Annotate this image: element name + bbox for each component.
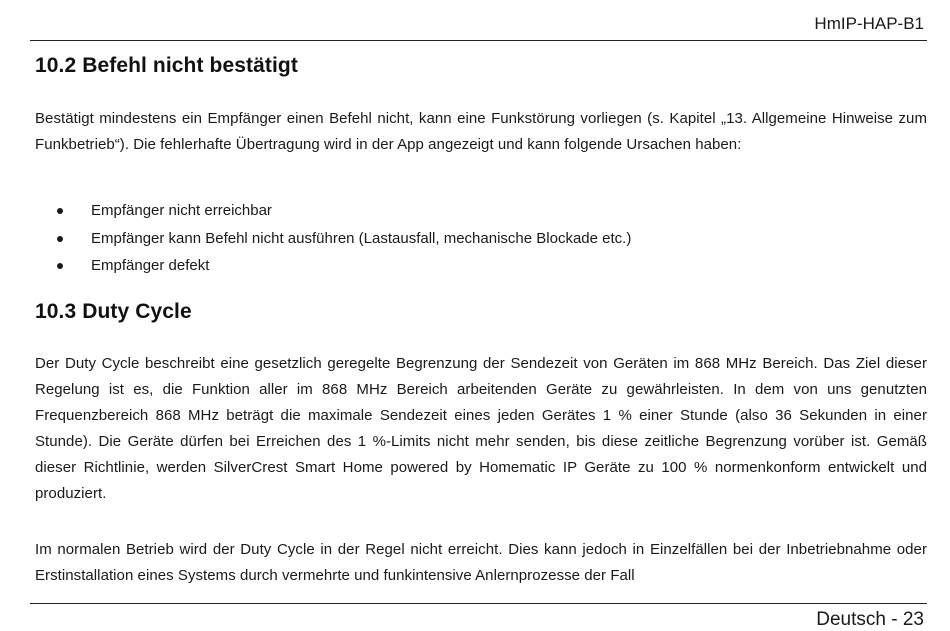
bullet-icon	[57, 263, 63, 269]
section-title-10-2: 10.2 Befehl nicht bestätigt	[35, 54, 298, 77]
section-10-3-paragraph-1: Der Duty Cycle beschreibt eine gesetzlich geregelte Begrenzung der Sendezeit von Geräten im 868 MHz Bereich. Das Ziel dieser Regelung ist es, die Funktion aller im 868 MHz Bereich arbeitenden Geräte zu gewährleisten. In dem von uns genutzten Frequenzbereich 868 MHz beträgt die maximale Sendezeit eines jeden Gerätes 1 % einer Stunde (also 36 Sekunden in einer Stunde). Die Geräte dürfen bei Erreichen des 1 %-Limits nicht mehr senden, bis diese zeitliche Begrenzung vorüber ist. Gemäß dieser Richtlinie, werden SilverCrest Smart Home powered by Homematic IP Geräte zu 100 % normenkonform entwickelt und produziert.	[35, 355, 927, 502]
list-item	[35, 197, 927, 225]
list-item-text: Empfänger nicht erreichbar	[91, 202, 272, 219]
page-footer-number: Deutsch - 23	[816, 609, 924, 630]
bullet-icon	[57, 236, 63, 242]
list-item-text: Empfänger defekt	[91, 257, 210, 274]
cause-list	[35, 197, 927, 280]
section-10-3-paragraph-2: Im normalen Betrieb wird der Duty Cycle in der Regel nicht erreicht. Dies kann jedoch in Einzelfällen bei der Inbetriebnahme oder Erstinstallation eines Systems durch vermehrte und funkintensive Anlernprozesse der Fall	[35, 541, 927, 584]
section-10-2-intro: Bestätigt mindestens ein Empfänger einen Befehl nicht, kann eine Funkstörung vorliegen (s. Kapitel „13. Allgemeine Hinweise zum Funkbetrieb“). Die fehlerhafte Übertragung wird in der App angezeigt und kann folgende Ursachen haben:	[35, 110, 927, 153]
section-title-10-3: 10.3 Duty Cycle	[35, 300, 192, 323]
list-item-text: Empfänger kann Befehl nicht ausführen (Lastausfall, mechanische Blockade etc.)	[91, 229, 632, 247]
header-divider	[30, 40, 927, 41]
footer-divider	[30, 603, 927, 604]
page-header-model: HmIP-HAP-B1	[814, 14, 924, 33]
bullet-icon	[57, 208, 63, 214]
list-item	[35, 225, 927, 253]
list-item	[35, 252, 927, 280]
